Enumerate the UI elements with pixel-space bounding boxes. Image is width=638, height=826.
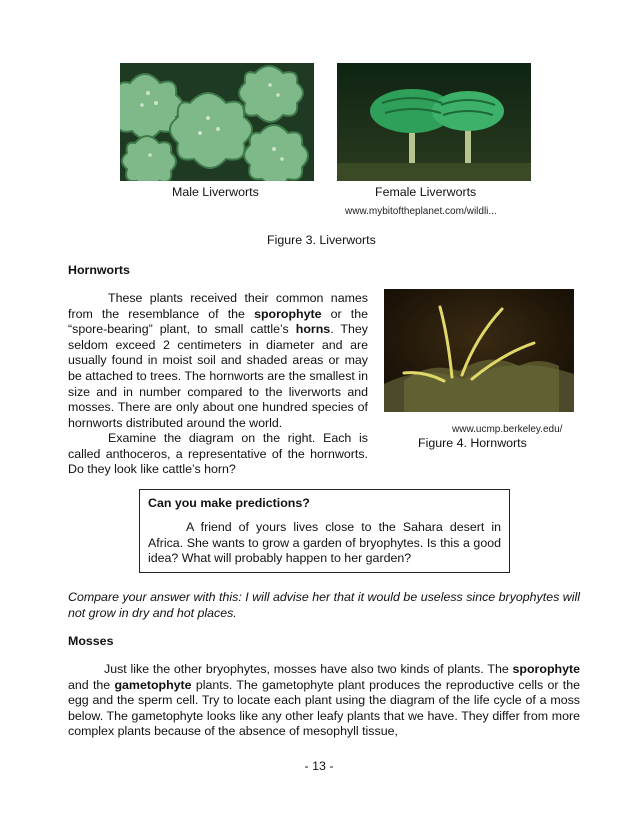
hornworts-source-credit: www.ucmp.berkeley.edu/: [452, 424, 563, 435]
male-liverworts-image: [120, 63, 314, 181]
page-number: - 13 -: [304, 759, 334, 773]
male-liverworts-caption: Male Liverworts: [172, 185, 259, 199]
female-liverworts-image: [337, 63, 531, 181]
mosses-paragraph: Just like the other bryophytes, mosses have also two kinds of plants. The sporophyte and the gametophyte plants. The gametophyte plant produces the reproductive cells or the egg and the sperm cell. Try to locate each plant using the diagram of the life cycle of a moss below. The gametophyte looks like any other leafy plants that we have. They differ from more complex plants because of the absence of mesophyll tissue,: [68, 662, 580, 739]
predictions-box: [139, 489, 510, 573]
predictions-title: Can you make predictions?: [148, 496, 310, 510]
mosses-heading: Mosses: [68, 634, 114, 648]
sporophyte-term-2: sporophyte: [512, 662, 580, 676]
female-liverworts-caption: Female Liverworts: [375, 185, 477, 199]
hornworts-paragraph-2: Examine the diagram on the right. Each is called anthoceros, a representative of the hornworts. Do they look like cattle’s horn?: [68, 431, 368, 477]
figure-3-title: Figure 3. Liverworts: [267, 233, 376, 247]
liverworts-source-credit: www.mybitoftheplanet.com/wildli...: [345, 206, 497, 217]
hornworts-paragraph-1: These plants received their common names from the resemblance of the sporophyte or the “spore-bearing” plant, to small cattle’s horns. They seldom exceed 2 centimeters in diameter and are usually found in moist soil and shaded areas or may be attached to trees. The hornworts are the smallest in size and in number compared to the liverworts and mosses. There are only about one hundred species of hornworts distributed around the world.: [68, 291, 368, 430]
answer-text: Compare your answer with this: I will advise her that it would be useless since bryophytes will not grow in dry and hot places.: [68, 590, 580, 620]
predictions-body: A friend of yours lives close to the Sahara desert in Africa. She wants to grow a garden of bryophytes. Is this a good idea? What will probably happen to her garden?: [148, 520, 501, 566]
horns-term: horns: [295, 322, 331, 337]
gametophyte-term: gametophyte: [114, 677, 192, 692]
hornworts-heading: Hornworts: [68, 263, 130, 277]
figure-4-caption: Figure 4. Hornworts: [418, 436, 527, 450]
sporophyte-term: sporophyte: [254, 306, 322, 321]
hornworts-image: [384, 289, 574, 412]
